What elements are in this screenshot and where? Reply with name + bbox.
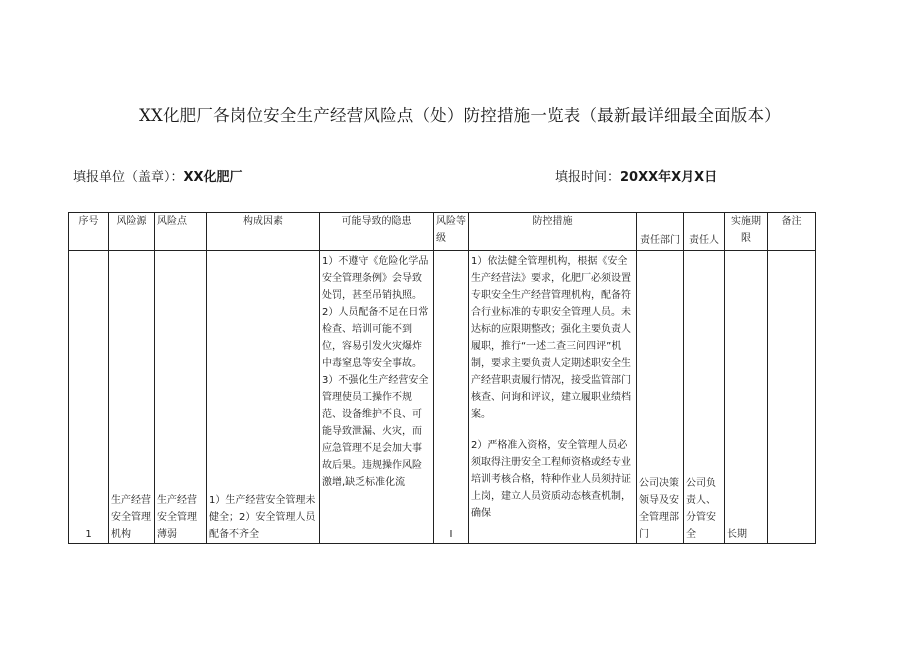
row-factors: 1）生产经营安全管理未健全；2）安全管理人员配备不齐全 <box>207 251 320 544</box>
reporting-time-value: 20XX年X月X日 <box>620 170 718 185</box>
row-measures <box>469 251 637 544</box>
header-level: 风险等级 <box>434 213 469 251</box>
table-row <box>69 251 816 544</box>
header-deadline: 实施期限 <box>725 213 768 251</box>
row-dept: 公司决策领导及安全管理部门 <box>637 251 684 544</box>
header-measures: 防控措施 <box>469 213 637 251</box>
header-seq: 序号 <box>69 213 109 251</box>
row-person: 公司负责人、分管安全 <box>684 251 725 544</box>
reporting-unit-label: 填报单位（盖章）： <box>73 170 184 185</box>
header-source: 风险源 <box>109 213 155 251</box>
row-point: 生产经营安全管理薄弱 <box>155 251 207 544</box>
reporting-unit-value: XX化肥厂 <box>183 170 243 185</box>
header-remarks: 备注 <box>768 213 816 251</box>
measure-item-2: 2）严格准入资格，安全管理人员必须取得注册安全工程师资格或经专业培训考核合格，特种作业人员须持证上岗，建立人员资质动态核查机制，确保 <box>471 440 631 519</box>
row-seq: 1 <box>69 251 109 544</box>
measure-item-1: 1）依法健全管理机构，根据《安全生产经营法》要求，化肥厂必须设置专职安全生产经营管理机构，配备符合行业标准的专职安全管理人员。未达标的应限期整改；强化主要负责人履职，推行“一述二查三问四评”机制，要求主要负责人定期述职安全生产经营职责履行情况，接受监管部门核查、问询和评议，建立履职业绩档案。 <box>471 256 631 420</box>
row-hazards: 1）不遵守《危险化学品安全管理条例》会导致处罚，甚至吊销执照。2）人员配备不足在日常检查、培训可能不到位，容易引发火灾爆炸中毒窒息等安全事故。3）不强化生产经营安全管理使员工操作不规范、设备维护不良、可能导致泄漏、火灾，而应急管理不足会加大事故后果。违规操作风险激增,缺乏标准化流 <box>320 251 434 544</box>
row-remarks <box>768 251 816 544</box>
risk-control-table <box>68 212 816 544</box>
table-header-row <box>69 213 816 251</box>
document-title: XX化肥厂各岗位安全生产经营风险点（处）防控措施一览表（最新最详细最全面版本） <box>139 106 781 125</box>
header-factors: 构成因素 <box>207 213 320 251</box>
row-deadline: 长期 <box>725 251 768 544</box>
header-dept: 责任部门 <box>637 213 684 251</box>
row-level: I <box>434 251 469 544</box>
header-person: 责任人 <box>684 213 725 251</box>
header-hazards: 可能导致的隐患 <box>320 213 434 251</box>
reporting-time <box>555 166 717 185</box>
reporting-time-label: 填报时间： <box>555 170 621 185</box>
header-point: 风险点 <box>155 213 207 251</box>
reporting-unit <box>73 166 243 185</box>
row-source: 生产经营安全管理机构 <box>109 251 155 544</box>
